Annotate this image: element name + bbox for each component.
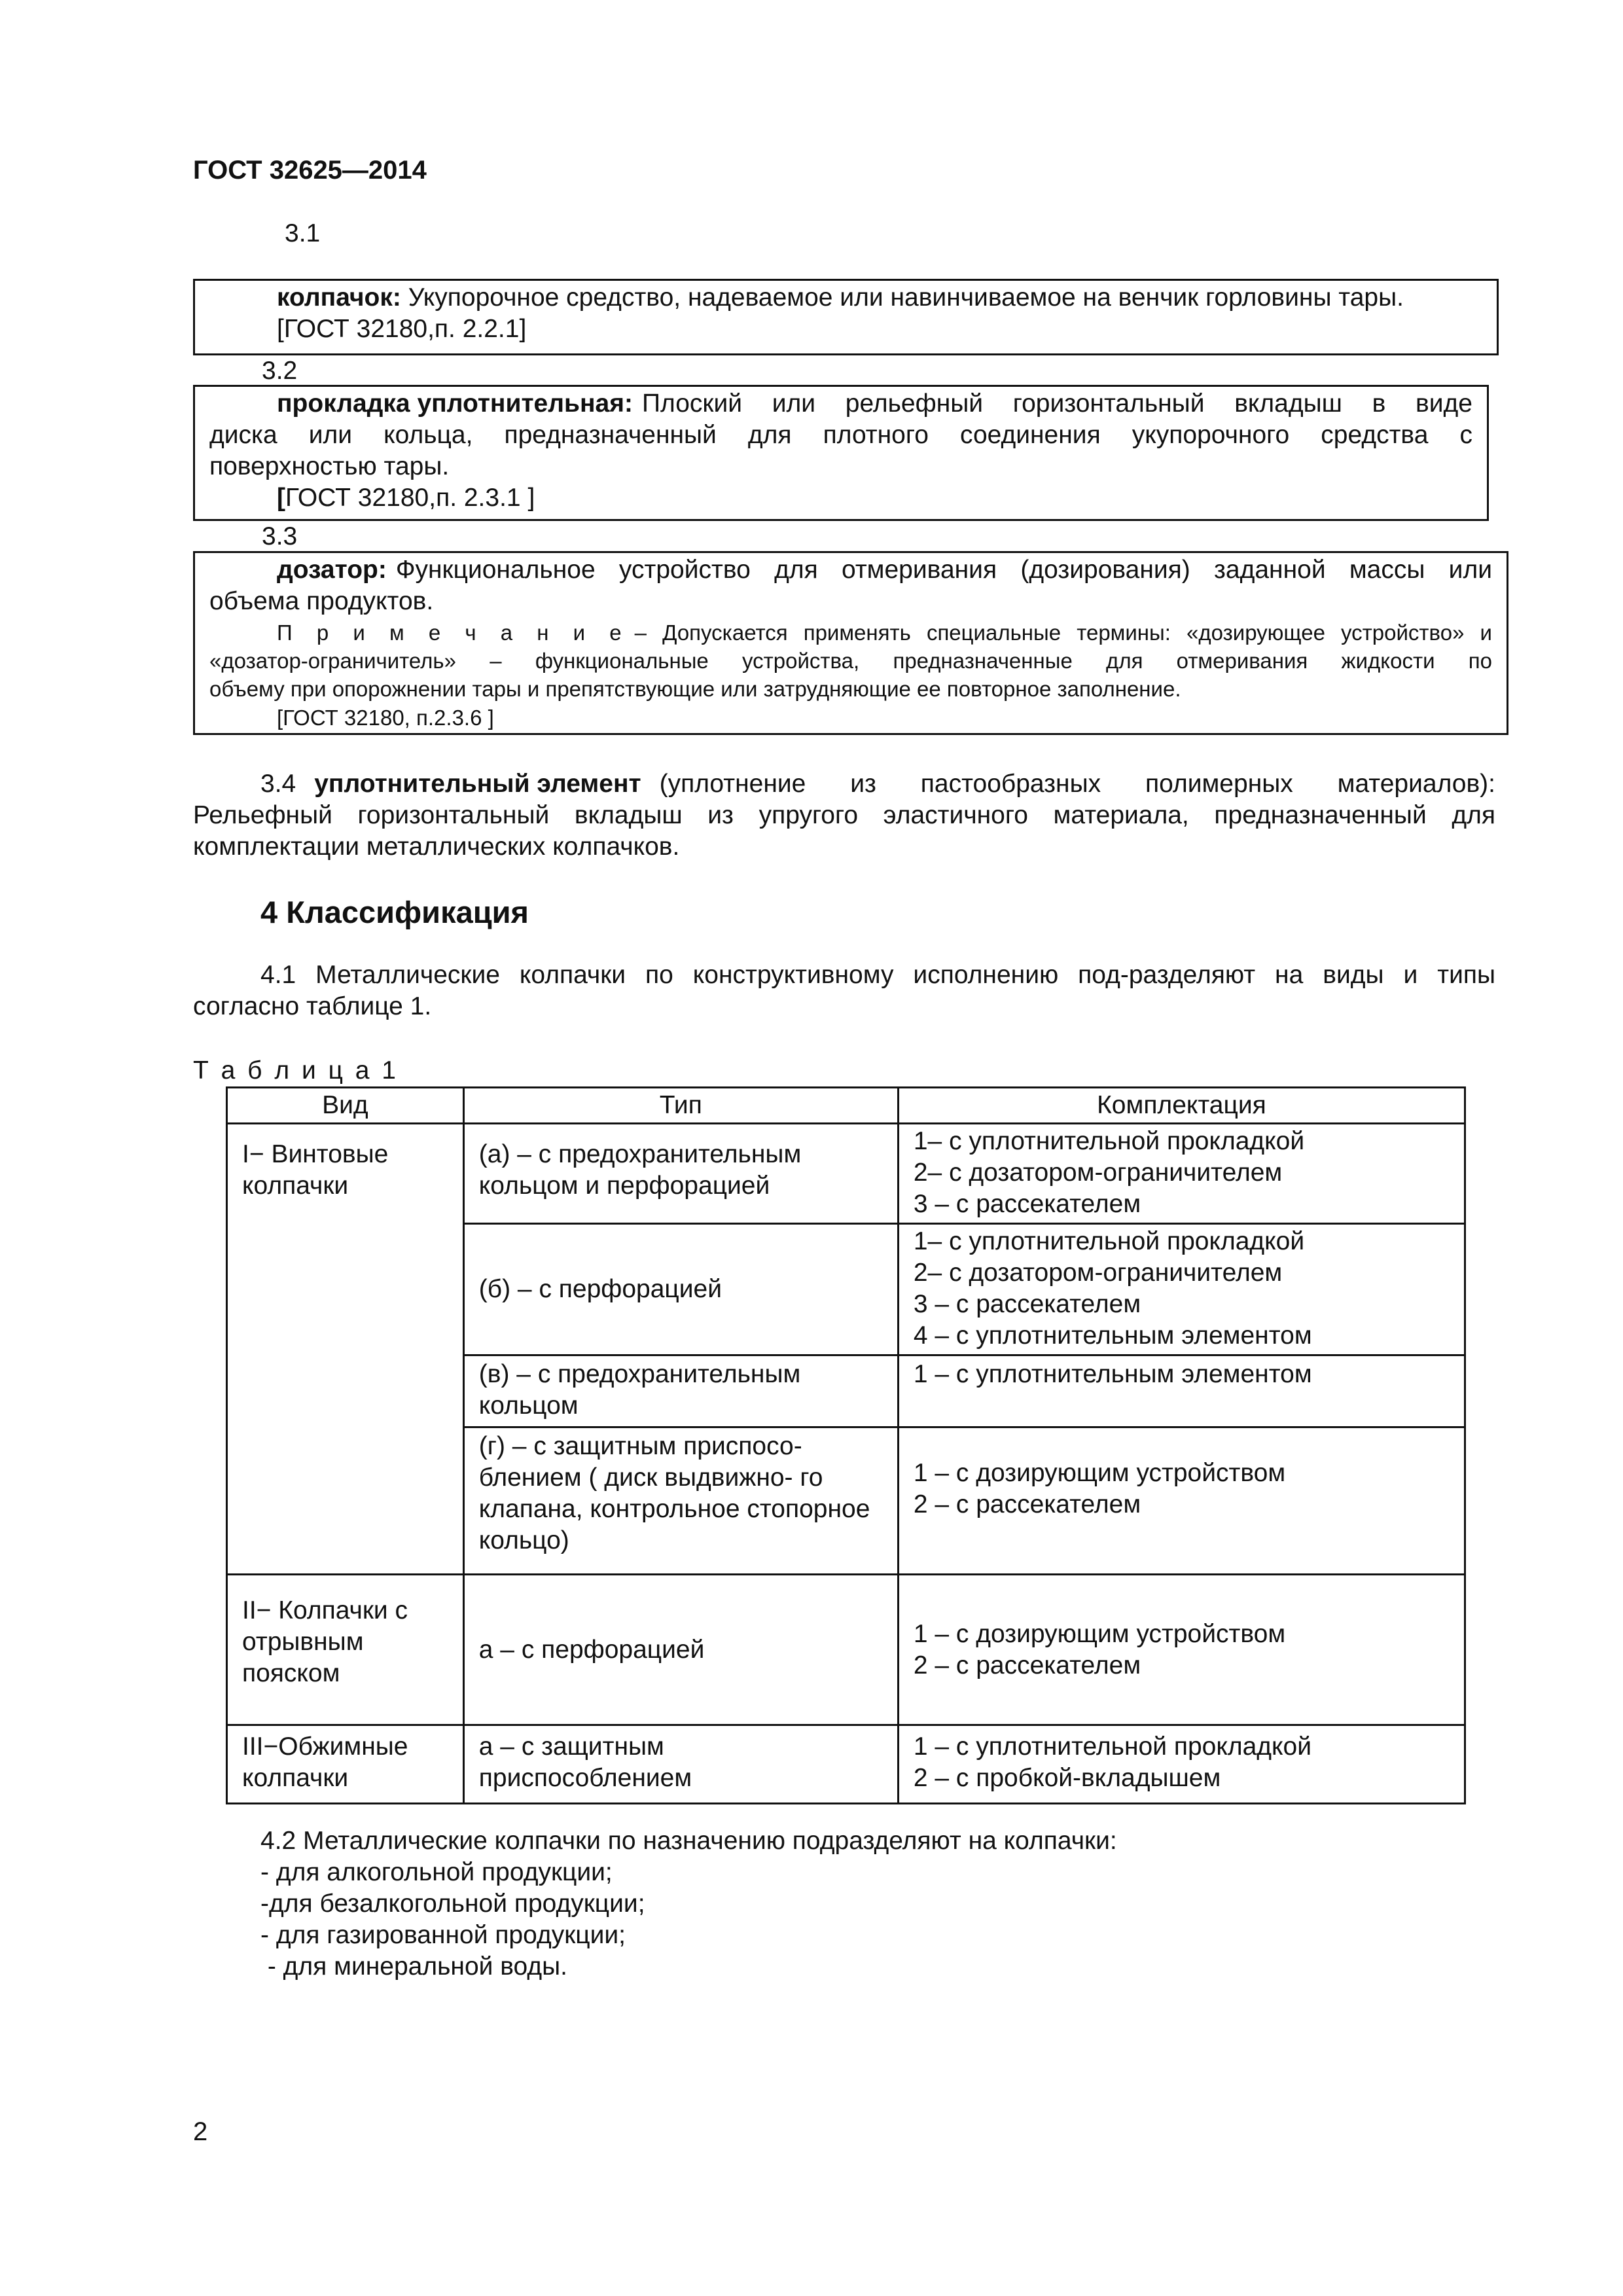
term-title: дозатор: (277, 556, 387, 584)
paragraph-line (260, 768, 1495, 800)
term-text: Функциональное устройство для отмеривания (дозирования) заданной массы или (395, 556, 1492, 584)
column-header-vid: Вид (227, 1088, 464, 1124)
note-label: П р и м е ч а н и е (277, 620, 631, 645)
paragraph-line: Рельефный горизонтальный вкладыш из упругого эластичного материала, предназначенный для (193, 801, 1495, 829)
cell-komplektaciya: 1 – с дозирующим устройством 2 – с рассекателем (898, 1575, 1465, 1725)
term-box (193, 551, 1508, 735)
table-row (227, 1575, 1465, 1725)
list-item: - для алкогольной продукции; (260, 1858, 613, 1886)
term-definition (277, 554, 1492, 586)
term-box (193, 279, 1499, 355)
column-header-tip: Тип (463, 1088, 898, 1124)
cell-komplektaciya: 1– с уплотнительной прокладкой 2– с дозатором-ограничителем 3 – с рассекателем 4 – с уплотнительным элементом (898, 1224, 1465, 1355)
list-item: -для безалкогольной продукции; (260, 1890, 645, 1918)
table-caption: Т а б л и ц а 1 (193, 1056, 399, 1085)
column-header-komplektaciya: Комплектация (898, 1088, 1465, 1124)
term-title: колпачок: (277, 283, 401, 312)
classification-table (226, 1086, 1466, 1804)
term-title: уплотнительный элемент (314, 770, 641, 798)
term-number: 3.3 (262, 522, 298, 550)
cell-vid: II− Колпачки с отрывным пояском (227, 1575, 464, 1725)
term-text: объема продуктов. (209, 587, 434, 615)
note-text: – Допускается применять специальные термины: «дозирующее устройство» и (634, 620, 1492, 645)
cell-komplektaciya: 1– с уплотнительной прокладкой 2– с дозатором-ограничителем 3 – с рассекателем (898, 1124, 1465, 1224)
term-number: 3.2 (262, 357, 298, 385)
table-header-row (227, 1088, 1465, 1124)
cell-vid: I− Винтовые колпачки (227, 1124, 464, 1575)
section-title: 4 Классификация (260, 895, 529, 929)
list-item: - для газированной продукции; (260, 1921, 626, 1949)
paragraph-line: 4.1 Металлические колпачки по конструктивному исполнению под-разделяют на виды и типы (260, 961, 1495, 989)
cell-tip: а – с защитным приспособлением (463, 1725, 898, 1804)
cell-tip: а – с перфорацией (463, 1575, 898, 1725)
paragraph-line: согласно таблице 1. (193, 992, 432, 1020)
term-number: 3.4 (260, 770, 296, 798)
term-reference: [ГОСТ 32180, п.2.3.6 ] (277, 706, 494, 730)
term-title: прокладка уплотнительная: (277, 389, 633, 418)
note-text: объему при опорожнении тары и препятствующие или затрудняющие ее повторное заполнение. (209, 677, 1181, 701)
term-definition (277, 388, 1472, 420)
term-reference: [ГОСТ 32180,п. 2.3.1 ] (277, 484, 535, 512)
paragraph-line: комплектации металлических колпачков. (193, 833, 680, 861)
term-box (193, 385, 1489, 521)
cell-tip: (а) – с предохранительным кольцом и перфорацией (463, 1124, 898, 1224)
term-definition (277, 282, 1404, 314)
term-number: 3.1 (285, 219, 321, 247)
page-number: 2 (193, 2117, 208, 2146)
cell-komplektaciya: 1 – с дозирующим устройством 2 – с рассекателем (898, 1427, 1465, 1575)
term-text: Укупорочное средство, надеваемое или навинчиваемое на венчик горловины тары. (408, 283, 1404, 312)
document-header: ГОСТ 32625—2014 (193, 156, 427, 185)
cell-komplektaciya: 1 – с уплотнительной прокладкой 2 – с пробкой-вкладышем (898, 1725, 1465, 1804)
note (277, 619, 1492, 647)
cell-tip: (б) – с перфорацией (463, 1224, 898, 1355)
term-text: (уплотнение из пастообразных полимерных материалов): (659, 770, 1495, 798)
term-text: Плоский или рельефный горизонтальный вкладыш в виде (641, 389, 1472, 418)
list-item: - для минеральной воды. (260, 1952, 567, 1981)
cell-vid: III−Обжимные колпачки (227, 1725, 464, 1804)
cell-tip: (в) – с предохранительным кольцом (463, 1355, 898, 1427)
table-row (227, 1725, 1465, 1804)
term-text: диска или кольца, предназначенный для плотного соединения укупорочного средства с (209, 421, 1472, 449)
note-text: «дозатор-ограничитель» – функциональные устройства, предназначенные для отмеривания жидкости по (209, 649, 1492, 673)
paragraph-line: 4.2 Металлические колпачки по назначению подразделяют на колпачки: (260, 1827, 1117, 1855)
term-text: поверхностью тары. (209, 452, 450, 480)
term-reference: [ГОСТ 32180,п. 2.2.1] (277, 315, 527, 343)
cell-tip: (г) – с защитным приспосо-блением ( диск выдвижно- го клапана, контрольное стопорное кольцо) (463, 1427, 898, 1575)
table-row (227, 1124, 1465, 1224)
cell-komplektaciya: 1 – с уплотнительным элементом (898, 1355, 1465, 1427)
